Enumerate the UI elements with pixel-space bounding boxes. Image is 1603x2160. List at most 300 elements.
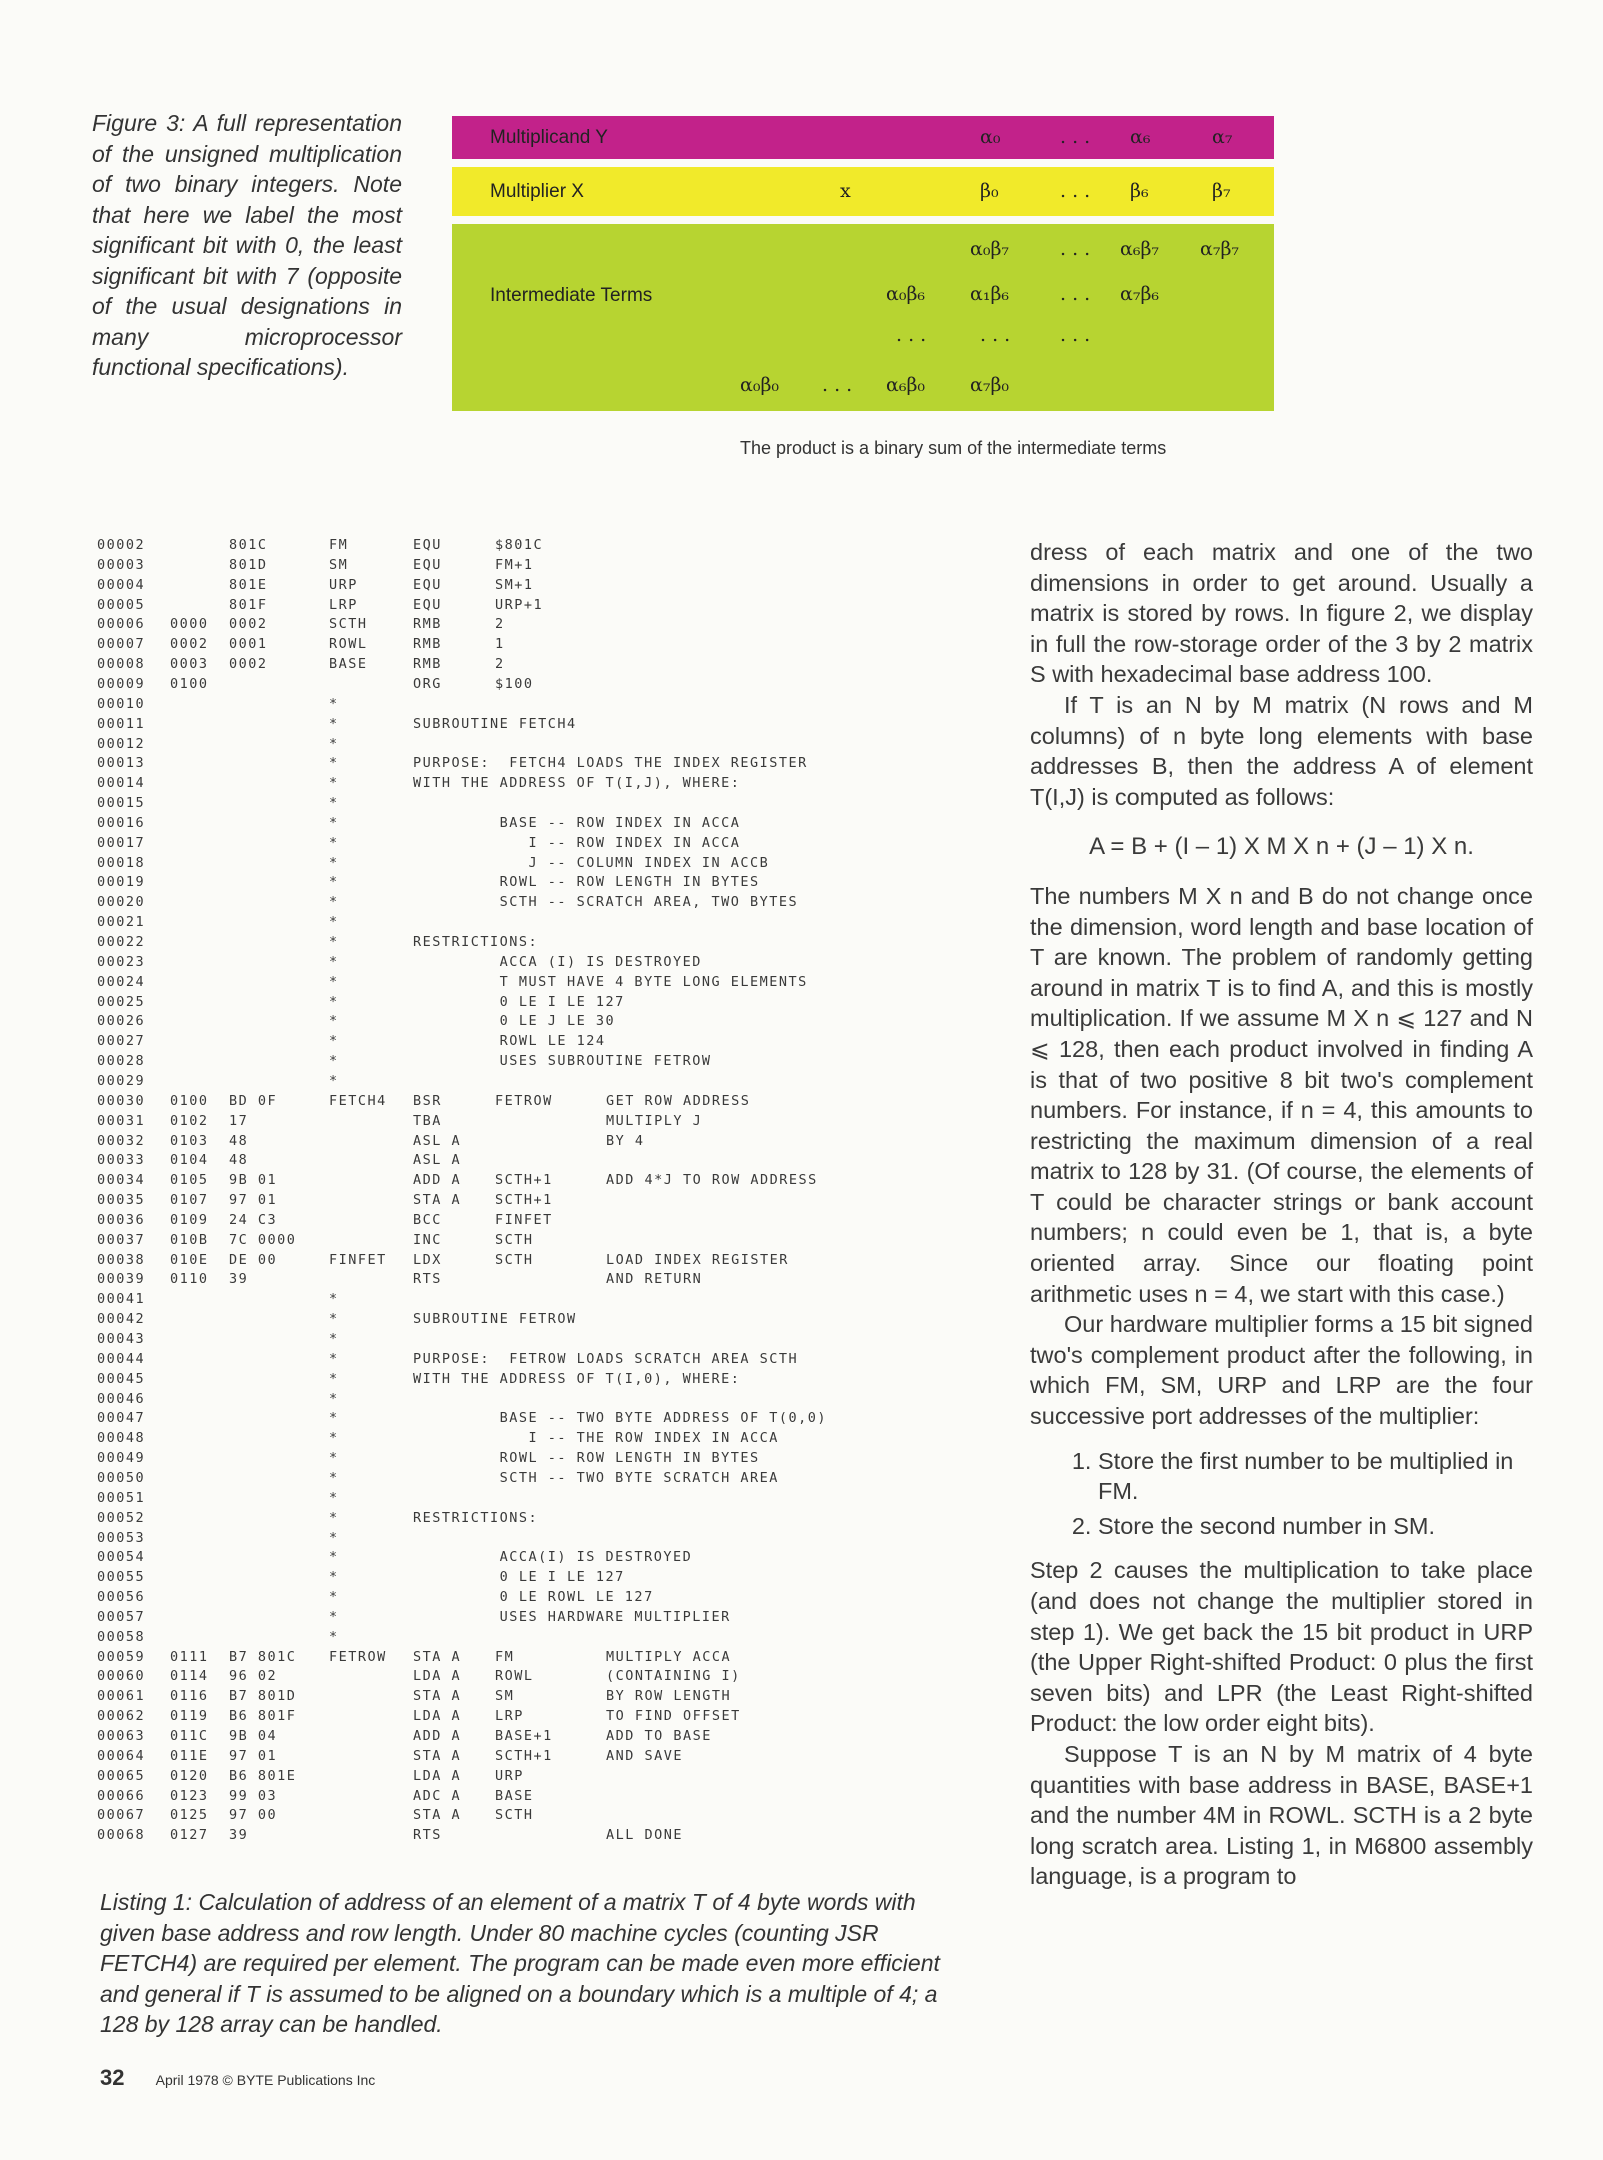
address: 0102 xyxy=(170,1112,209,1129)
address: 011C xyxy=(170,1728,209,1744)
object-code: 39 xyxy=(229,1271,249,1288)
line-number: 00019 xyxy=(97,874,146,891)
comment-text: J -- COLUMN INDEX IN ACCB xyxy=(413,854,770,871)
object-code: 0002 xyxy=(229,616,268,633)
line-number: 00065 xyxy=(97,1767,146,1784)
line-number: 00004 xyxy=(97,576,146,593)
page-footer xyxy=(100,2065,375,2091)
label: BASE xyxy=(329,656,368,673)
opcode: RTS xyxy=(413,1271,442,1288)
line-number: 00063 xyxy=(97,1728,146,1744)
address: 0127 xyxy=(170,1827,209,1844)
line-number: 00046 xyxy=(97,1390,146,1407)
object-code: 48 xyxy=(229,1152,249,1169)
comment-star: * xyxy=(329,993,339,1010)
term-a1b6: α₁β₆ xyxy=(970,283,1010,305)
operand: FETROW xyxy=(495,1092,553,1109)
comment: AND SAVE xyxy=(606,1747,684,1764)
list-item: 2. Store the second number in SM. xyxy=(1098,1511,1533,1542)
listing-line xyxy=(97,1291,977,1311)
comment-text: 0 LE J LE 30 xyxy=(413,1013,616,1030)
comment-star: * xyxy=(329,1529,339,1546)
comment-star: * xyxy=(329,1350,339,1367)
comment-text: WITH THE ADDRESS OF T(I,J), WHERE: xyxy=(413,775,741,792)
operand: BASE+1 xyxy=(495,1728,553,1744)
listing-line xyxy=(97,795,977,815)
opcode: BSR xyxy=(413,1092,442,1109)
line-number: 00035 xyxy=(97,1192,146,1209)
listing-line xyxy=(97,1728,977,1748)
opcode: RMB xyxy=(413,616,442,633)
multiplication-figure xyxy=(452,116,1274,411)
comment-star: * xyxy=(329,1469,339,1486)
paragraph: Suppose T is an N by M matrix of 4 byte quantities with base address in BASE, BASE+1 and the number 4M in ROWL. SCTH is a 2 byte long scratch area. Listing 1, in M6800 assembly language, is a program to xyxy=(1030,1740,1533,1890)
footer-text: April 1978 © BYTE Publications Inc xyxy=(155,2072,376,2088)
address: 0002 xyxy=(170,636,209,653)
opcode: EQU xyxy=(413,537,442,553)
comment-star: * xyxy=(329,894,339,911)
comment-text: RESTRICTIONS: xyxy=(413,934,539,950)
operand: FM+1 xyxy=(495,556,534,573)
opcode: RMB xyxy=(413,636,442,653)
comment-star: * xyxy=(329,834,339,851)
beta-7: β₇ xyxy=(1212,180,1231,202)
operand: SM xyxy=(495,1688,515,1705)
comment-star: * xyxy=(329,755,339,772)
line-number: 00018 xyxy=(97,854,146,871)
listing-line xyxy=(97,914,977,934)
steps-list xyxy=(1030,1446,1533,1542)
object-code: 97 00 xyxy=(229,1807,278,1824)
operand: FM xyxy=(495,1648,515,1665)
comment-text: RESTRICTIONS: xyxy=(413,1509,539,1526)
page-number: 32 xyxy=(100,2065,125,2090)
line-number: 00054 xyxy=(97,1549,146,1566)
line-number: 00039 xyxy=(97,1271,146,1288)
listing-line xyxy=(97,557,977,577)
multiplicand-label: Multiplicand Y xyxy=(490,127,608,148)
line-number: 00045 xyxy=(97,1370,146,1387)
times-sign: x xyxy=(840,180,851,202)
comment-star: * xyxy=(329,1390,339,1407)
comment-text: ACCA (I) IS DESTROYED xyxy=(413,953,702,970)
listing-line xyxy=(97,954,977,974)
line-number: 00023 xyxy=(97,953,146,970)
comment-star: * xyxy=(329,1628,339,1645)
comment-star: * xyxy=(329,874,339,891)
listing-line xyxy=(97,1430,977,1450)
opcode: ADD A xyxy=(413,1728,462,1744)
operand: BASE xyxy=(495,1787,534,1804)
comment: MULTIPLY J xyxy=(606,1112,703,1129)
address: 0100 xyxy=(170,1092,209,1109)
object-code: 99 03 xyxy=(229,1787,278,1804)
listing-line xyxy=(97,1152,977,1172)
operand: SCTH xyxy=(495,1807,534,1824)
operand: $100 xyxy=(495,675,534,692)
listing-line xyxy=(97,696,977,716)
listing-line xyxy=(97,874,977,894)
object-code: DE 00 xyxy=(229,1251,278,1268)
comment: (CONTAINING I) xyxy=(606,1668,741,1685)
operand: URP xyxy=(495,1767,524,1784)
line-number: 00003 xyxy=(97,556,146,573)
line-number: 00031 xyxy=(97,1112,146,1129)
opcode: LDA A xyxy=(413,1668,462,1685)
term-a7b7: α₇β₇ xyxy=(1200,238,1240,260)
object-code: B7 801D xyxy=(229,1688,297,1705)
line-number: 00036 xyxy=(97,1211,146,1228)
address: 0107 xyxy=(170,1192,209,1209)
assembly-listing xyxy=(97,537,977,1847)
listing-line xyxy=(97,1271,977,1291)
figure-caption: Figure 3: A full representation of the unsigned multiplication of two binary integers. Note that here we label the most significant bit with 0, the least significant bit with 7 (opposite of the usual designations in many microprocessor functional specifications). xyxy=(92,110,402,380)
listing-line xyxy=(97,974,977,994)
object-code: B6 801F xyxy=(229,1708,297,1725)
r3c-dots-1: . . . xyxy=(896,324,927,346)
comment-star: * xyxy=(329,1311,339,1328)
comment-star: * xyxy=(329,1430,339,1447)
comment-text: 0 LE I LE 127 xyxy=(413,993,625,1010)
term-a0b6: α₀β₆ xyxy=(886,283,926,305)
object-code: 9B 01 xyxy=(229,1172,278,1189)
address: 0109 xyxy=(170,1211,209,1228)
operand: 1 xyxy=(495,636,505,653)
comment-star: * xyxy=(329,953,339,970)
object-code: B7 801C xyxy=(229,1648,297,1665)
line-number: 00055 xyxy=(97,1569,146,1586)
operand: SCTH+1 xyxy=(495,1192,553,1209)
opcode: STA A xyxy=(413,1688,462,1705)
address: 0103 xyxy=(170,1132,209,1149)
r3b-dots: . . . xyxy=(1060,283,1091,305)
line-number: 00062 xyxy=(97,1708,146,1725)
beta-6: β₆ xyxy=(1130,180,1149,202)
term-a6b7: α₆β₇ xyxy=(1120,238,1160,260)
comment: MULTIPLY ACCA xyxy=(606,1648,732,1665)
object-code: 0002 xyxy=(229,656,268,673)
line-number: 00007 xyxy=(97,636,146,653)
listing-line xyxy=(97,1013,977,1033)
object-code: 9B 04 xyxy=(229,1728,278,1744)
line-number: 00067 xyxy=(97,1807,146,1824)
comment-text: ROWL -- ROW LENGTH IN BYTES xyxy=(413,1450,760,1467)
listing-line xyxy=(97,736,977,756)
comment-text: SCTH -- SCRATCH AREA, TWO BYTES xyxy=(413,894,799,911)
listing-line xyxy=(97,1212,977,1232)
row2-dots: . . . xyxy=(1060,180,1091,202)
line-number: 00049 xyxy=(97,1450,146,1467)
listing-line xyxy=(97,1093,977,1113)
label: SCTH xyxy=(329,616,368,633)
listing-line xyxy=(97,1450,977,1470)
opcode: RTS xyxy=(413,1827,442,1844)
listing-line xyxy=(97,1827,977,1847)
comment-star: * xyxy=(329,775,339,792)
line-number: 00042 xyxy=(97,1311,146,1328)
listing-line xyxy=(97,1609,977,1629)
comment-star: * xyxy=(329,795,339,812)
term-a0b7: α₀β₇ xyxy=(970,238,1010,260)
alpha-7: α₇ xyxy=(1212,126,1233,148)
paragraph: The numbers M X n and B do not change once the dimension, word length and base location of T are known. The problem of randomly getting around in matrix T is to find A, and this is mostly multiplication. If we assume M X n ⩽ 127 and N ⩽ 128, then each product involved in finding A is that of two positive 8 bit two's complement numbers. For instance, if n = 4, this amounts to restricting the maximum dimension of a real matrix to 128 by 31. (Of course, the elements of T could be character strings or bank account numbers; n could even be 1, that is, a byte oriented array. Since our floating point arithmetic uses n = 4, we start with this case.) xyxy=(1030,882,1533,1307)
line-number: 00068 xyxy=(97,1827,146,1844)
object-code: 24 C3 xyxy=(229,1211,278,1228)
listing-line xyxy=(97,835,977,855)
listing-line xyxy=(97,1549,977,1569)
line-number: 00017 xyxy=(97,834,146,851)
operand: URP+1 xyxy=(495,596,544,613)
operand: 2 xyxy=(495,616,505,633)
opcode: ASL A xyxy=(413,1132,462,1149)
list-item: 1. Store the first number to be multiplied in FM. xyxy=(1098,1446,1533,1507)
opcode: EQU xyxy=(413,576,442,593)
listing-line xyxy=(97,855,977,875)
line-number: 00009 xyxy=(97,675,146,692)
listing-line xyxy=(97,934,977,954)
listing-line xyxy=(97,1252,977,1272)
multiplier-band xyxy=(452,167,1274,216)
comment-text: BASE -- ROW INDEX IN ACCA xyxy=(413,814,741,831)
comment-star: * xyxy=(329,1410,339,1427)
address: 0119 xyxy=(170,1708,209,1725)
line-number: 00013 xyxy=(97,755,146,772)
operand: SCTH xyxy=(495,1251,534,1268)
opcode: EQU xyxy=(413,596,442,613)
line-number: 00034 xyxy=(97,1172,146,1189)
object-code: 96 02 xyxy=(229,1668,278,1685)
article-body xyxy=(1030,537,1533,1892)
comment: GET ROW ADDRESS xyxy=(606,1092,751,1109)
comment-star: * xyxy=(329,854,339,871)
listing-line xyxy=(97,656,977,676)
address: 0100 xyxy=(170,675,209,692)
listing-line xyxy=(97,577,977,597)
line-number: 00053 xyxy=(97,1529,146,1546)
listing-line xyxy=(97,1371,977,1391)
object-code: 7C 0000 xyxy=(229,1231,297,1248)
opcode: BCC xyxy=(413,1211,442,1228)
opcode: ASL A xyxy=(413,1152,462,1169)
object-code: 801F xyxy=(229,596,268,613)
listing-line xyxy=(97,1192,977,1212)
object-code: 801D xyxy=(229,556,268,573)
r3c-dots-2: . . . xyxy=(980,324,1011,346)
comment-star: * xyxy=(329,1291,339,1308)
address: 0104 xyxy=(170,1152,209,1169)
listing-line xyxy=(97,537,977,557)
line-number: 00057 xyxy=(97,1608,146,1625)
operand: SCTH xyxy=(495,1231,534,1248)
comment-text: PURPOSE: FETCH4 LOADS THE INDEX REGISTER xyxy=(413,755,808,772)
comment-text: SUBROUTINE FETCH4 xyxy=(413,715,577,732)
opcode: STA A xyxy=(413,1648,462,1665)
comment-star: * xyxy=(329,1072,339,1089)
object-code: 801E xyxy=(229,576,268,593)
listing-line xyxy=(97,1351,977,1371)
comment-star: * xyxy=(329,1589,339,1606)
line-number: 00014 xyxy=(97,775,146,792)
comment-star: * xyxy=(329,1608,339,1625)
comment-star: * xyxy=(329,1053,339,1070)
comment-star: * xyxy=(329,695,339,712)
operand: ROWL xyxy=(495,1668,534,1685)
listing-line xyxy=(97,1807,977,1827)
operand: FINFET xyxy=(495,1211,553,1228)
line-number: 00033 xyxy=(97,1152,146,1169)
object-code: 39 xyxy=(229,1827,249,1844)
operand: SM+1 xyxy=(495,576,534,593)
line-number: 00016 xyxy=(97,814,146,831)
listing-line xyxy=(97,1748,977,1768)
opcode: STA A xyxy=(413,1192,462,1209)
line-number: 00056 xyxy=(97,1589,146,1606)
line-number: 00047 xyxy=(97,1410,146,1427)
listing-line xyxy=(97,894,977,914)
line-number: 00051 xyxy=(97,1489,146,1506)
address: 0125 xyxy=(170,1807,209,1824)
listing-line xyxy=(97,1510,977,1530)
line-number: 00024 xyxy=(97,973,146,990)
address: 0105 xyxy=(170,1172,209,1189)
paragraph: dress of each matrix and one of the two dimensions in order to get around. Usually a matrix is stored by rows. In figure 2, we display in full the row-storage order of the 3 by 2 matrix S with hexadecimal base address 100. xyxy=(1030,539,1533,688)
intermediate-band xyxy=(452,224,1274,411)
opcode: EQU xyxy=(413,556,442,573)
line-number: 00026 xyxy=(97,1013,146,1030)
opcode: ADD A xyxy=(413,1172,462,1189)
line-number: 00010 xyxy=(97,695,146,712)
listing-line xyxy=(97,994,977,1014)
operand: LRP xyxy=(495,1708,524,1725)
label: FETROW xyxy=(329,1648,387,1665)
listing-line xyxy=(97,1589,977,1609)
line-number: 00048 xyxy=(97,1430,146,1447)
address: 010E xyxy=(170,1251,209,1268)
line-number: 00041 xyxy=(97,1291,146,1308)
line-number: 00058 xyxy=(97,1628,146,1645)
object-code: 97 01 xyxy=(229,1192,278,1209)
label: FETCH4 xyxy=(329,1092,387,1109)
paragraph: If T is an N by M matrix (N rows and M columns) of n byte long elements with base addresses B, then the address A of element T(I,J) is computed as follows: xyxy=(1030,691,1533,810)
comment: AND RETURN xyxy=(606,1271,703,1288)
line-number: 00020 xyxy=(97,894,146,911)
line-number: 00038 xyxy=(97,1251,146,1268)
listing-line xyxy=(97,1113,977,1133)
opcode: LDA A xyxy=(413,1767,462,1784)
line-number: 00006 xyxy=(97,616,146,633)
object-code: 0001 xyxy=(229,636,268,653)
object-code: 801C xyxy=(229,537,268,553)
object-code: 17 xyxy=(229,1112,249,1129)
opcode: STA A xyxy=(413,1807,462,1824)
listing-line xyxy=(97,815,977,835)
opcode: INC xyxy=(413,1231,442,1248)
line-number: 00059 xyxy=(97,1648,146,1665)
label: FINFET xyxy=(329,1251,387,1268)
label: LRP xyxy=(329,596,358,613)
opcode: LDX xyxy=(413,1251,442,1268)
line-number: 00012 xyxy=(97,735,146,752)
term-a6b0: α₆β₀ xyxy=(886,374,926,396)
label: SM xyxy=(329,556,349,573)
alpha-6: α₆ xyxy=(1130,126,1151,148)
listing-line xyxy=(97,1629,977,1649)
line-number: 00021 xyxy=(97,914,146,931)
listing-line xyxy=(97,636,977,656)
listing-line xyxy=(97,716,977,736)
comment-text: BASE -- TWO BYTE ADDRESS OF T(0,0) xyxy=(413,1410,827,1427)
r3c-dots-3: . . . xyxy=(1060,324,1091,346)
address: 011E xyxy=(170,1747,209,1764)
listing-line xyxy=(97,1053,977,1073)
label: ROWL xyxy=(329,636,368,653)
listing-line xyxy=(97,1410,977,1430)
line-number: 00037 xyxy=(97,1231,146,1248)
comment-star: * xyxy=(329,1370,339,1387)
object-code: B6 801E xyxy=(229,1767,297,1784)
opcode: ORG xyxy=(413,675,442,692)
comment-star: * xyxy=(329,1331,339,1347)
row1-dots: . . . xyxy=(1060,126,1091,148)
opcode: ADC A xyxy=(413,1787,462,1804)
address: 0114 xyxy=(170,1668,209,1685)
line-number: 00011 xyxy=(97,715,146,732)
listing-line xyxy=(97,1708,977,1728)
comment: ALL DONE xyxy=(606,1827,684,1844)
listing-line xyxy=(97,597,977,617)
comment-text: USES HARDWARE MULTIPLIER xyxy=(413,1608,731,1625)
line-number: 00060 xyxy=(97,1668,146,1685)
comment-star: * xyxy=(329,934,339,950)
object-code: 97 01 xyxy=(229,1747,278,1764)
multiplier-label: Multiplier X xyxy=(490,181,584,202)
comment-star: * xyxy=(329,814,339,831)
listing-line xyxy=(97,1668,977,1688)
line-number: 00032 xyxy=(97,1132,146,1149)
listing-caption: Listing 1: Calculation of address of an element of a matrix T of 4 byte words with given base address and row length. Under 80 machine cycles (counting JSR FETCH4) are required per element. The program can be made even more efficient and general if T is assumed to be aligned on a boundary which is a multiple of 4; a 128 by 128 array can be handled. xyxy=(100,1889,940,2037)
comment-text: ROWL -- ROW LENGTH IN BYTES xyxy=(413,874,760,891)
line-number: 00005 xyxy=(97,596,146,613)
listing-line xyxy=(97,1172,977,1192)
address: 0120 xyxy=(170,1767,209,1784)
line-number: 00043 xyxy=(97,1331,146,1347)
address: 0116 xyxy=(170,1688,209,1705)
address: 0000 xyxy=(170,616,209,633)
opcode: TBA xyxy=(413,1112,442,1129)
listing-line xyxy=(97,1073,977,1093)
opcode: RMB xyxy=(413,656,442,673)
listing-line xyxy=(97,1470,977,1490)
paragraph: Step 2 causes the multiplication to take place (and does not change the multiplier stored in step 1). We get back the 15 bit product in URP (the Upper Right-shifted Product: 0 plus the first seven bits) and LPR (the Least Right-shifted Product: the low order eight bits). xyxy=(1030,1557,1533,1737)
line-number: 00050 xyxy=(97,1469,146,1486)
term-a0b0: α₀β₀ xyxy=(740,374,780,396)
line-number: 00030 xyxy=(97,1092,146,1109)
address: 010B xyxy=(170,1231,209,1248)
line-number: 00027 xyxy=(97,1033,146,1050)
listing-line xyxy=(97,1033,977,1053)
term-a7b0: α₇β₀ xyxy=(970,374,1010,396)
comment-text: USES SUBROUTINE FETROW xyxy=(413,1053,712,1070)
object-code: BD 0F xyxy=(229,1092,278,1109)
operand: SCTH+1 xyxy=(495,1172,553,1189)
comment: ADD 4*J TO ROW ADDRESS xyxy=(606,1172,818,1189)
comment-text: SCTH -- TWO BYTE SCRATCH AREA xyxy=(413,1469,779,1486)
comment-star: * xyxy=(329,1549,339,1566)
line-number: 00025 xyxy=(97,993,146,1010)
comment-text: ROWL LE 124 xyxy=(413,1033,606,1050)
term-a7b6: α₇β₆ xyxy=(1120,283,1160,305)
line-number: 00022 xyxy=(97,934,146,950)
